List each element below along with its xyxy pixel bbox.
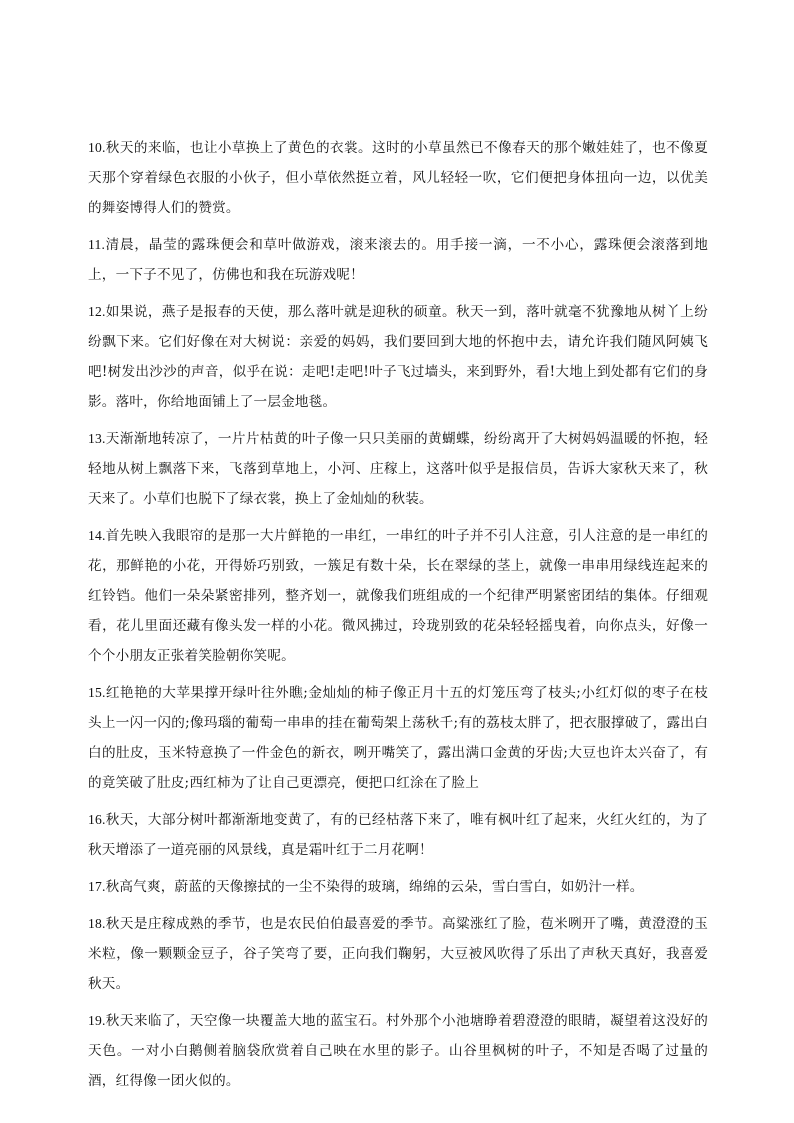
paragraph-text: 首先映入我眼帘的是那一大片鲜艳的一串红，一串红的叶子并不引人注意，引人注意的是一串红的花，那鲜艳的小花，开得娇巧别致，一簇足有数十朵，长在翠绿的茎上，就像一串串用绿线连起来的红铃铛。他们一朵朵紧密排列，整齐划一，就像我们班组成的一个纪律严明紧密团结的集体。仔细观看，花儿里面还藏有像头发一样的小花。微风拂过，玲珑别致的花朵轻轻摇曳着，向你点头，好像一个个小朋友正张着笑脸朝你笑呢。: [88, 528, 708, 664]
paragraph-number: 14.: [88, 528, 106, 543]
paragraph-number: 18.: [88, 916, 106, 931]
paragraph-number: 16.: [88, 812, 106, 827]
document-page: [88, 133, 708, 1103]
paragraph-17: [88, 872, 708, 902]
paragraph-number: 10.: [88, 140, 106, 155]
paragraph-text: 秋天的来临，也让小草换上了黄色的衣裳。这时的小草虽然已不像春天的那个嫩娃娃了，也不像夏天那个穿着绿色衣服的小伙子，但小草依然挺立着，风儿轻轻一吹，它们便把身体扭向一边，以优美的舞姿博得人们的赞赏。: [88, 140, 708, 216]
paragraph-number: 19.: [88, 1013, 106, 1028]
paragraph-text: 秋天是庄稼成熟的季节，也是农民伯伯最喜爱的季节。高粱涨红了脸，苞米咧开了嘴，黄澄澄的玉米粒，像一颗颗金豆子，谷子笑弯了要，正向我们鞠躬，大豆被风吹得了乐出了声秋天真好，我喜爱秋天。: [88, 916, 708, 992]
paragraph-13: [88, 424, 708, 514]
paragraph-text: 红艳艳的大苹果撑开绿叶往外瞧;金灿灿的柿子像正月十五的灯笼压弯了枝头;小红灯似的枣子在枝头上一闪一闪的;像玛瑙的葡萄一串串的挂在葡萄架上荡秋千;有的荔枝太胖了，把衣服撑破了，露出白白的肚皮，玉米特意换了一件金色的新衣，咧开嘴笑了，露出满口金黄的牙齿;大豆也许太兴奋了，有的竟笑破了肚皮;西红柿为了让自己更漂亮，便把口红涂在了脸上: [88, 685, 708, 791]
paragraph-text: 秋天来临了，天空像一块覆盖大地的蓝宝石。村外那个小池塘睁着碧澄澄的眼睛，凝望着这没好的天色。一对小白鹅侧着脑袋欣赏着自己映在水里的影子。山谷里枫树的叶子，不知是否喝了过量的酒，红得像一团火似的。: [88, 1013, 708, 1089]
paragraph-number: 13.: [88, 431, 106, 446]
paragraph-number: 12.: [88, 304, 106, 319]
paragraph-14: [88, 521, 708, 671]
paragraph-16: [88, 805, 708, 865]
paragraph-text: 秋高气爽，蔚蓝的天像擦拭的一尘不染得的玻璃，绵绵的云朵，雪白雪白，如奶汁一样。: [105, 879, 644, 895]
paragraph-text: 秋天，大部分树叶都渐渐地变黄了，有的已经枯落下来了，唯有枫叶红了起来，火红火红的，为了秋天增添了一道亮丽的风景线，真是霜叶红于二月花啊！: [88, 812, 708, 858]
paragraph-11: [88, 230, 708, 290]
paragraph-12: [88, 297, 708, 417]
paragraph-text: 如果说，燕子是报春的天使，那么落叶就是迎秋的硕童。秋天一到，落叶就毫不犹豫地从树丫上纷纷飘下来。它们好像在对大树说：亲爱的妈妈，我们要回到大地的怀抱中去，请允许我们随风阿姨飞吧!树发出沙沙的声音，似乎在说：走吧!走吧!叶子飞过墙头，来到野外，看!大地上到处都有它们的身影。落叶，你给地面铺上了一层金地毯。: [88, 304, 708, 410]
paragraph-19: [88, 1006, 708, 1096]
paragraph-15: [88, 678, 708, 798]
paragraph-text: 天渐渐地转凉了，一片片枯黄的叶子像一只只美丽的黄蝴蝶，纷纷离开了大树妈妈温暖的怀抱，轻轻地从树上飘落下来，飞落到草地上，小河、庄稼上，这落叶似乎是报信员，告诉大家秋天来了，秋天来了。小草们也脱下了绿衣裳，换上了金灿灿的秋装。: [88, 431, 708, 507]
paragraph-number: 11.: [88, 237, 106, 252]
paragraph-10: [88, 133, 708, 223]
paragraph-number: 15.: [88, 685, 106, 700]
paragraph-18: [88, 909, 708, 999]
paragraph-text: 清晨，晶莹的露珠便会和草叶做游戏，滚来滚去的。用手接一滴，一不小心，露珠便会滚落到地上，一下子不见了，仿佛也和我在玩游戏呢！: [88, 237, 708, 283]
paragraph-number: 17.: [88, 879, 106, 894]
